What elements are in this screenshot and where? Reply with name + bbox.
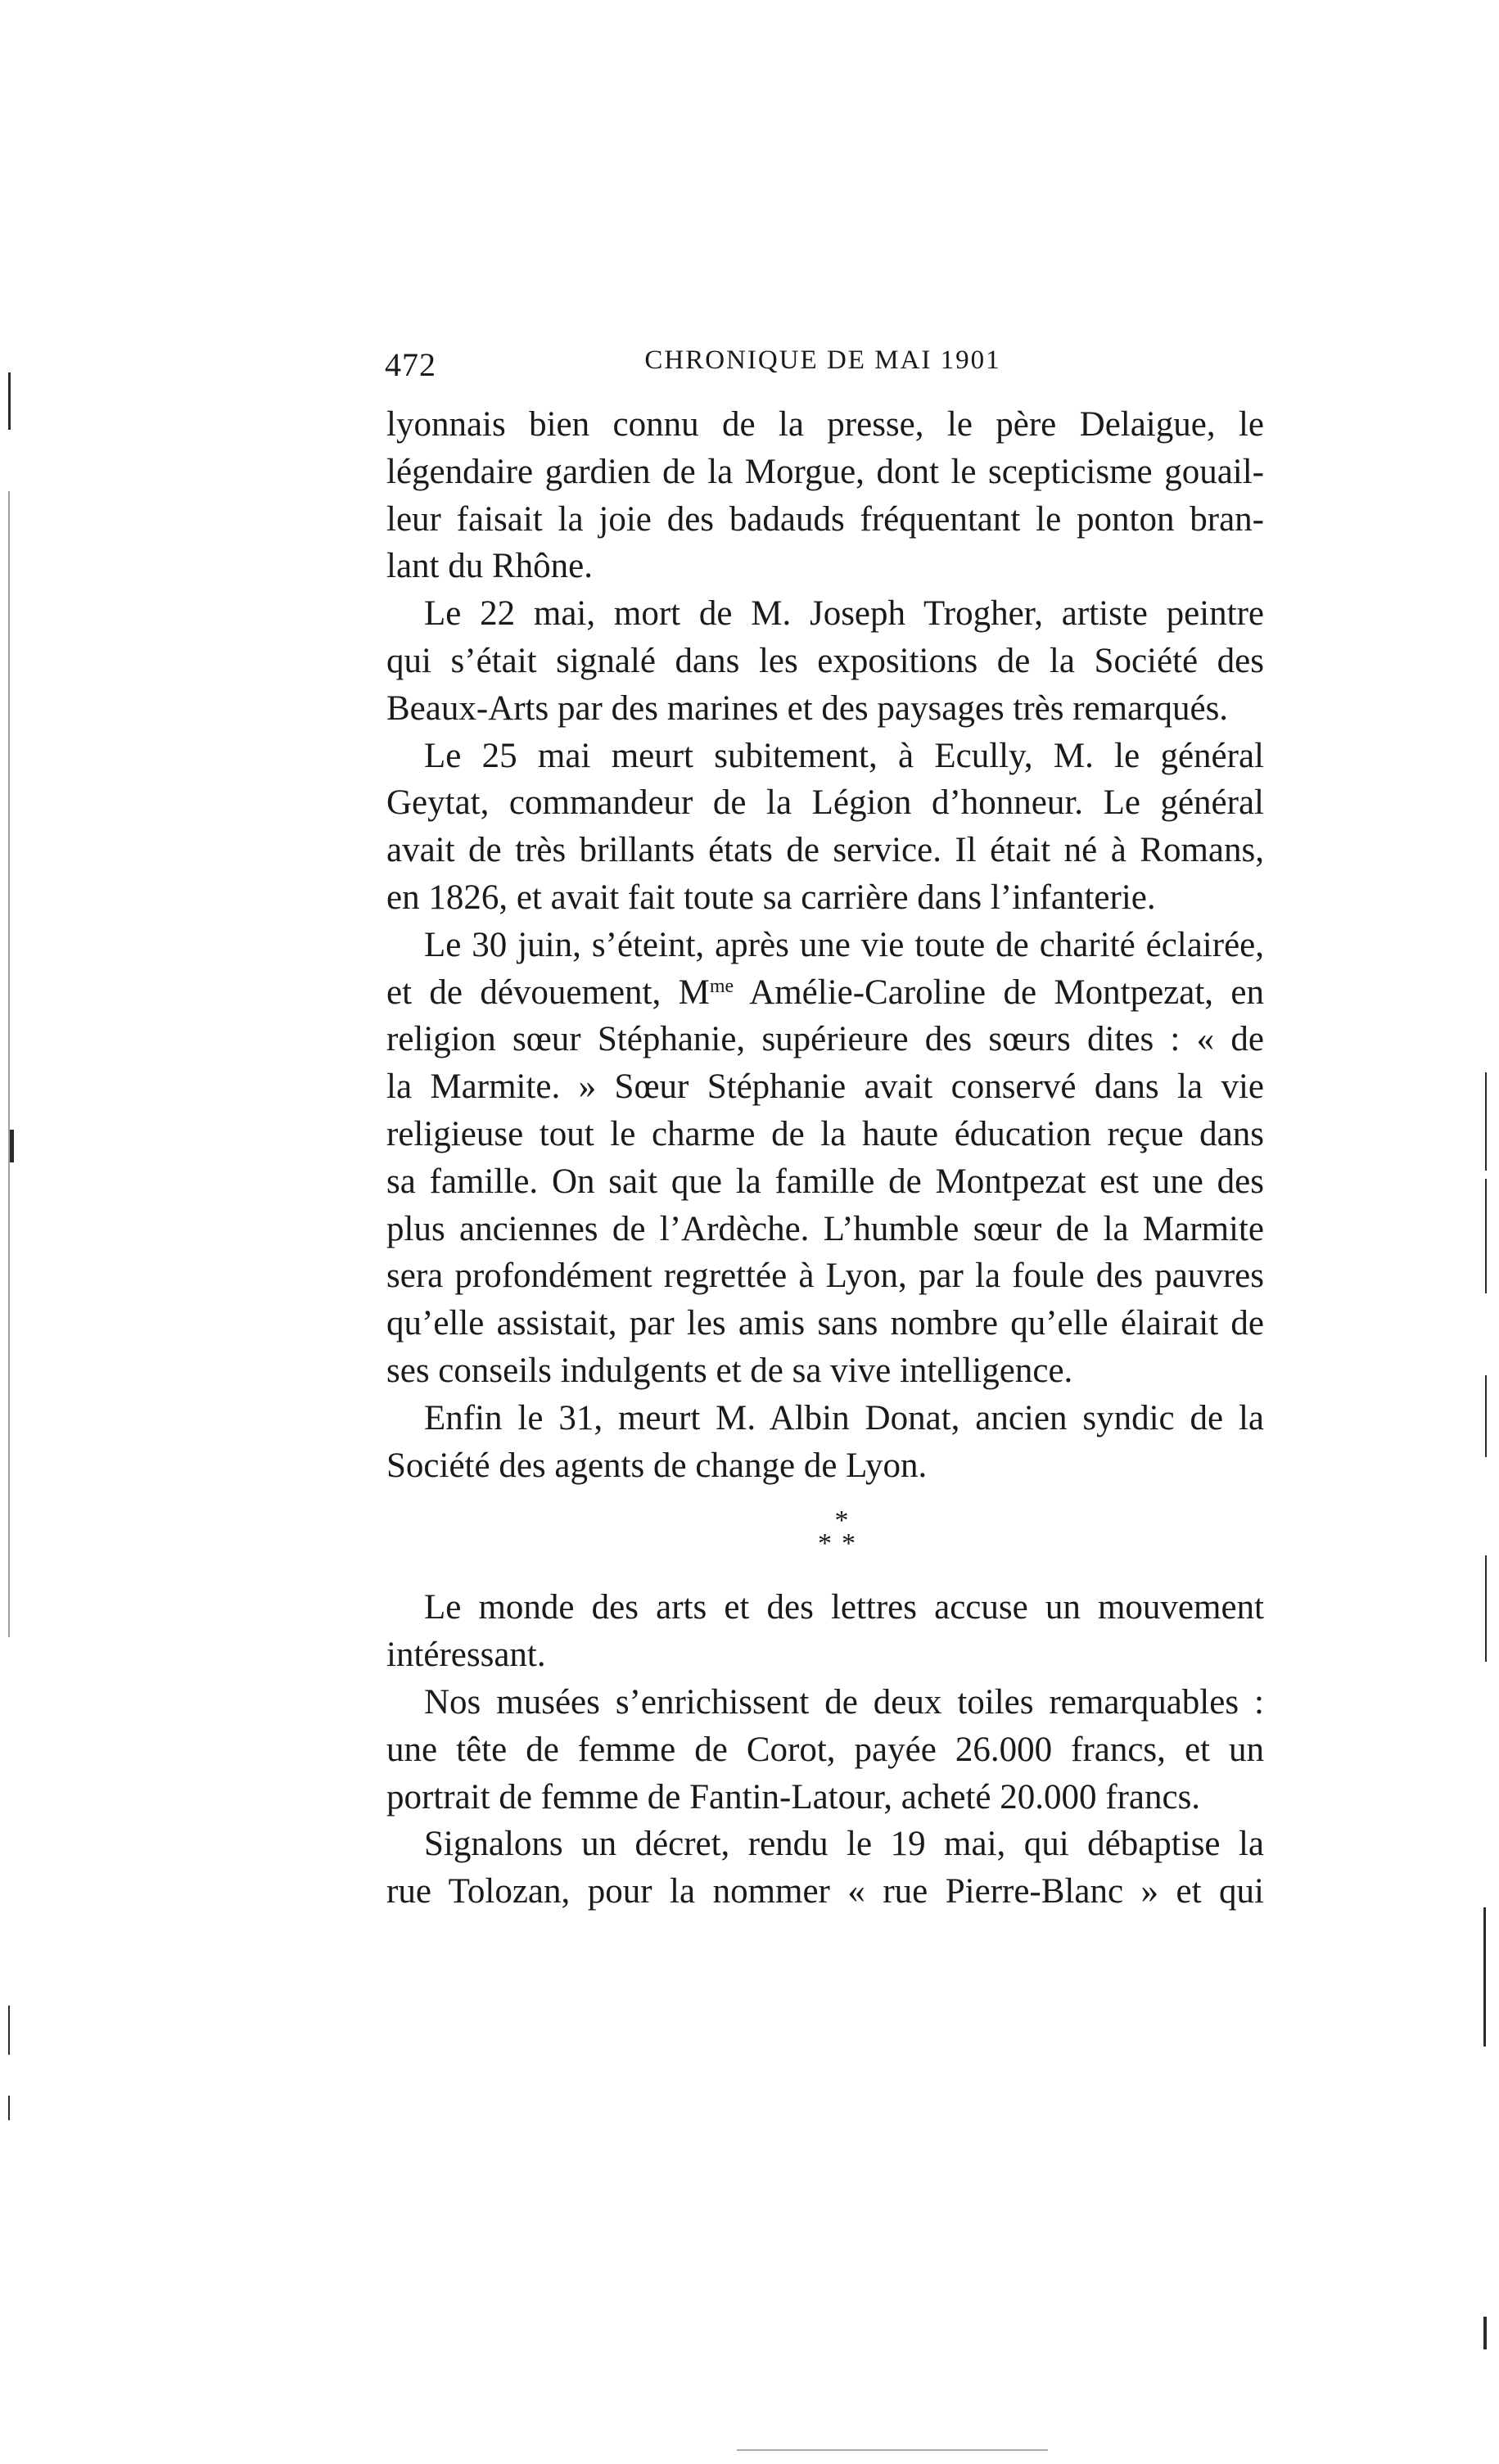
text-line: lant du Rhône. bbox=[386, 547, 593, 586]
text-line: Société des agents de change de Lyon. bbox=[386, 1446, 928, 1485]
text-line: sera profondément regrettée à Lyon, par la foule des pauvres bbox=[386, 1257, 1264, 1296]
text-line: en 1826, et avait fait toute sa carrière dans l’infanterie. bbox=[386, 878, 1156, 917]
section-separator bbox=[386, 1489, 1264, 1584]
scan-edge-mark bbox=[1485, 1375, 1487, 1457]
text-line: Le 30 juin, s’éteint, après une vie toute de charité éclairée, bbox=[424, 925, 1264, 964]
scan-edge-mark bbox=[737, 2449, 1048, 2451]
scan-edge-mark bbox=[10, 1130, 14, 1162]
text-line: Enfin le 31, meurt M. Albin Donat, ancien syndic de la bbox=[424, 1398, 1264, 1437]
scan-edge-mark bbox=[1485, 1555, 1487, 1662]
page-number: 472 bbox=[385, 346, 436, 383]
scan-edge-mark bbox=[1483, 2317, 1487, 2349]
text-line: qui s’était signalé dans les expositions de la Société des bbox=[386, 641, 1264, 680]
running-title: CHRONIQUE DE MAI 1901 bbox=[644, 345, 1001, 375]
text-line: lyonnais bien connu de la presse, le père Delaigue, le bbox=[386, 405, 1264, 444]
text-line: Le 22 mai, mort de M. Joseph Trogher, artiste peintre bbox=[424, 594, 1264, 634]
text-line: avait de très brillants états de service. Il était né à Romans, bbox=[386, 831, 1264, 870]
text-line: religion sœur Stéphanie, supérieure des sœurs dites : « de bbox=[386, 1020, 1264, 1059]
scan-edge-mark bbox=[8, 2006, 10, 2055]
text-line bbox=[386, 969, 1264, 1017]
text-line: Le 25 mai meurt subitement, à Ecully, M. le général bbox=[424, 736, 1264, 775]
separator-stars: ** bbox=[818, 1528, 865, 1559]
superscript: me bbox=[709, 975, 734, 997]
text-line: religieuse tout le charme de la haute éducation reçue dans bbox=[386, 1114, 1264, 1153]
text-line: légendaire gardien de la Morgue, dont le scepticisme gouail- bbox=[386, 452, 1264, 491]
scan-edge-mark bbox=[8, 491, 10, 1637]
text-line: la Marmite. » Sœur Stéphanie avait conservé dans la vie bbox=[386, 1067, 1264, 1107]
line-part: et de dévouement, M bbox=[386, 973, 710, 1012]
separator-star: * bbox=[834, 1505, 849, 1537]
text-line: rue Tolozan, pour la nommer « rue Pierre-Blanc » et qui bbox=[386, 1872, 1264, 1911]
line-part: Amélie-Caroline de Montpezat, en bbox=[734, 973, 1264, 1012]
text-line: une tête de femme de Corot, payée 26.000 francs, et un bbox=[386, 1730, 1264, 1769]
scan-edge-mark bbox=[8, 372, 11, 430]
page-header bbox=[385, 339, 1261, 388]
scan-edge-mark bbox=[1485, 1179, 1487, 1293]
text-line: Nos musées s’enrichissent de deux toiles remarquables : bbox=[424, 1682, 1264, 1722]
scan-edge-mark bbox=[1483, 1907, 1486, 2047]
body-text bbox=[386, 401, 1264, 1916]
text-line: intéressant. bbox=[386, 1636, 546, 1675]
text-line: portrait de femme de Fantin-Latour, acheté 20.000 francs. bbox=[386, 1777, 1201, 1816]
text-line: Beaux-Arts par des marines et des paysages très remarqués. bbox=[386, 688, 1229, 728]
text-line: Le monde des arts et des lettres accuse un mouvement bbox=[424, 1588, 1264, 1627]
text-line: sa famille. On sait que la famille de Montpezat est une des bbox=[386, 1162, 1264, 1201]
text-line: Geytat, commandeur de la Légion d’honneur. Le général bbox=[386, 783, 1264, 823]
scan-edge-mark bbox=[8, 2096, 10, 2120]
scan-edge-mark bbox=[1485, 1072, 1487, 1171]
text-line: leur faisait la joie des badauds fréquentant le ponton bran- bbox=[386, 499, 1264, 539]
text-line: Signalons un décret, rendu le 19 mai, qui débaptise la bbox=[424, 1825, 1264, 1864]
text-line: ses conseils indulgents et de sa vive intelligence. bbox=[386, 1351, 1073, 1390]
text-line: plus anciennes de l’Ardèche. L’humble sœur de la Marmite bbox=[386, 1209, 1264, 1248]
text-line: qu’elle assistait, par les amis sans nombre qu’elle élairait de bbox=[386, 1304, 1264, 1343]
